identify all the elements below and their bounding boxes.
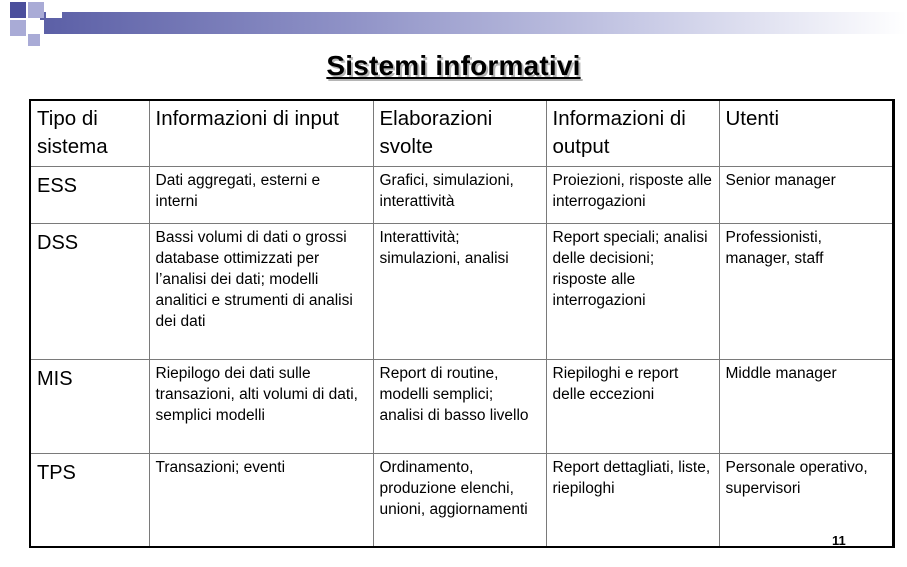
table-row <box>30 453 893 547</box>
decorative-square <box>10 20 26 36</box>
table-row <box>30 359 893 453</box>
decorative-square <box>46 2 62 18</box>
output-cell: Proiezioni, risposte alle interrogazioni <box>546 166 719 223</box>
header-banner <box>0 0 907 48</box>
page-number: 11 <box>832 533 846 548</box>
decorative-square <box>10 2 26 18</box>
users-cell: Professionisti, manager, staff <box>719 223 893 359</box>
input-cell: Bassi volumi di dati o grossi database ottimizzati per l’analisi dei dati; modelli analitici e strumenti di analisi dei dati <box>149 223 373 359</box>
gradient-bar <box>40 12 907 34</box>
processing-cell: Interattività; simulazioni, analisi <box>373 223 546 359</box>
decorative-square <box>28 34 40 46</box>
header-cell: Utenti <box>719 100 893 166</box>
system-cell: ESS <box>30 166 149 223</box>
processing-cell: Grafici, simulazioni, interattività <box>373 166 546 223</box>
header-cell: Elaborazioni svolte <box>373 100 546 166</box>
users-cell: Personale operativo, supervisori <box>719 453 893 547</box>
input-cell: Transazioni; eventi <box>149 453 373 547</box>
header-cell: Informazioni di input <box>149 100 373 166</box>
output-cell: Report dettagliati, liste, riepiloghi <box>546 453 719 547</box>
users-cell: Middle manager <box>719 359 893 453</box>
header-cell: Tipo di sistema <box>30 100 149 166</box>
input-cell: Riepilogo dei dati sulle transazioni, alti volumi di dati, semplici modelli <box>149 359 373 453</box>
table-row <box>30 223 893 359</box>
page-title: Sistemi informativi <box>326 50 581 81</box>
processing-cell: Report di routine, modelli semplici; analisi di basso livello <box>373 359 546 453</box>
output-cell: Riepiloghi e report delle eccezioni <box>546 359 719 453</box>
systems-table <box>29 99 895 548</box>
table-row <box>30 166 893 223</box>
output-cell: Report speciali; analisi delle decisioni; risposte alle interrogazioni <box>546 223 719 359</box>
users-cell: Senior manager <box>719 166 893 223</box>
system-cell: TPS <box>30 453 149 547</box>
input-cell: Dati aggregati, esterni e interni <box>149 166 373 223</box>
header-cell: Informazioni di output <box>546 100 719 166</box>
system-cell: DSS <box>30 223 149 359</box>
table-header-row <box>30 100 893 166</box>
decorative-square <box>28 2 44 18</box>
processing-cell: Ordinamento, produzione elenchi, unioni, aggiornamenti <box>373 453 546 547</box>
system-cell: MIS <box>30 359 149 453</box>
